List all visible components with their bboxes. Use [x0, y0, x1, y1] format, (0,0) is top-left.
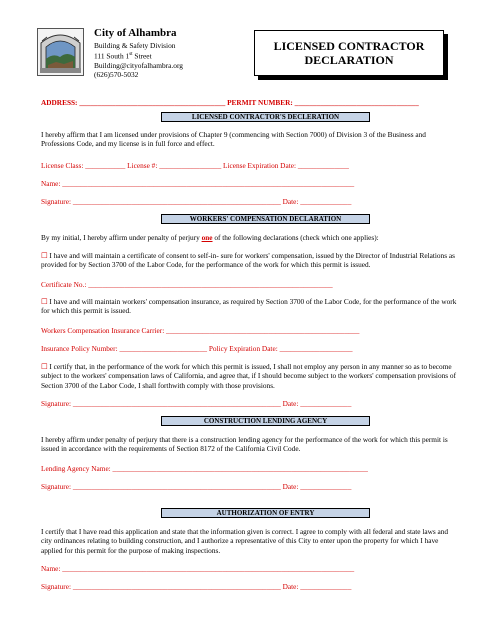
workers-comp-intro — [41, 233, 459, 242]
authorization-name-label: Name: — [41, 564, 61, 573]
option-3-checkbox[interactable]: ☐ — [41, 362, 48, 371]
email-address: Building@cityofalhambra.org — [94, 60, 183, 70]
authorization-date-field[interactable]: ______________ — [300, 582, 352, 591]
contractor-statement: I hereby affirm that I am licensed under provisions of Chapter 9 (commencing with Section 7000) of Division 3 of the Business and Professions Code, and my license is in full force and effect. — [41, 130, 426, 149]
authorization-signature-row — [41, 582, 351, 591]
workers-comp-option-3 — [41, 362, 459, 390]
lending-agency-label: Lending Agency Name: — [41, 464, 111, 473]
address-label: ADDRESS: — [41, 98, 78, 107]
carrier-field[interactable]: _____________________________________________________ — [166, 326, 360, 335]
option-1-checkbox[interactable]: ☐ — [41, 251, 48, 260]
lending-agency-field[interactable]: ______________________________________________________________________ — [112, 464, 368, 473]
policy-expiration-label: Policy Expiration Date: — [208, 344, 278, 353]
contractor-section-heading: LICENSED CONTRACTOR'S DECLERATION — [161, 112, 370, 122]
intro-emphasis-one: one — [201, 233, 213, 242]
intro-text-after: of the following declarations (check which one applies): — [212, 233, 379, 242]
authorization-name-field[interactable]: ________________________________________________________________________________ — [62, 564, 355, 573]
workers-comp-section-heading: WORKERS' COMPENSATION DECLARATION — [161, 214, 370, 224]
license-class-field[interactable]: ___________ — [85, 161, 126, 170]
workers-comp-signature-label: Signature: — [41, 399, 71, 408]
carrier-label: Workers Compensation Insurance Carrier: — [41, 326, 165, 335]
street-suffix: st — [129, 52, 133, 58]
workers-comp-signature-row — [41, 399, 351, 408]
intro-text-before: By my initial, I hereby affirm under penalty of perjury — [41, 233, 202, 242]
policy-number-field[interactable]: ________________________ — [119, 344, 207, 353]
contractor-signature-row — [41, 197, 351, 206]
permit-number-field[interactable]: __________________________________ — [294, 98, 419, 107]
city-seal-logo — [37, 28, 84, 76]
license-class-label: License Class: — [41, 161, 84, 170]
carrier-row — [41, 326, 359, 335]
lending-agency-row — [41, 464, 368, 473]
contractor-signature-field[interactable]: _________________________________________________________ — [72, 197, 281, 206]
workers-comp-option-2 — [41, 297, 459, 316]
authorization-signature-field[interactable]: _________________________________________________________ — [72, 582, 281, 591]
authorization-date-label: Date: — [282, 582, 299, 591]
form-title-box — [254, 30, 444, 76]
permit-number-label: PERMIT NUMBER: — [227, 98, 293, 107]
license-expiration-label: License Expiration Date: — [223, 161, 296, 170]
workers-comp-date-label: Date: — [282, 399, 299, 408]
street-address — [94, 50, 183, 61]
contractor-name-label: Name: — [41, 179, 61, 188]
authorization-signature-label: Signature: — [41, 582, 71, 591]
city-seal-icon — [38, 29, 83, 75]
certificate-field[interactable]: ___________________________________________________________________ — [88, 280, 333, 289]
lending-statement: I hereby affirm under penalty of perjury that there is a construction lending agency for the performance of the work for which this permit is issued in accordance with the requirements of Section 8172 of the California Civil Code. — [41, 435, 448, 454]
certificate-label: Certificate No.: — [41, 280, 87, 289]
workers-comp-option-1 — [41, 251, 459, 270]
lending-signature-label: Signature: — [41, 482, 71, 491]
option-2-text: I have and will maintain workers' compensation insurance, as required by Section 3700 of the Labor Code, for the performance of the work for which this permit is issued. — [41, 297, 457, 316]
license-number-label: License #: — [127, 161, 158, 170]
street-number: 111 South 1 — [94, 51, 130, 61]
policy-expiration-field[interactable]: ____________________ — [279, 344, 353, 353]
workers-comp-signature-field[interactable]: _________________________________________________________ — [72, 399, 281, 408]
contractor-name-field[interactable]: ________________________________________________________________________________ — [62, 179, 355, 188]
policy-number-label: Insurance Policy Number: — [41, 344, 118, 353]
license-row — [41, 161, 349, 170]
authorization-section-heading: AUTHORIZATION OF ENTRY — [161, 508, 370, 518]
policy-row — [41, 344, 353, 353]
phone-number: (626)570-5032 — [94, 70, 139, 80]
contractor-date-label: Date: — [282, 197, 299, 206]
contractor-name-row — [41, 179, 354, 188]
lending-signature-row — [41, 482, 351, 491]
lending-section-heading: CONSTRUCTION LENDING AGENCY — [161, 416, 370, 426]
lending-date-label: Date: — [282, 482, 299, 491]
form-title-line1: LICENSED CONTRACTOR — [273, 39, 425, 53]
division-name: Building & Safety Division — [94, 41, 176, 50]
option-3-text: I certify that, in the performance of the work for which this permit is issued, I shall not employ any person in any manner so as to become subject to the workers' compensation laws of California, and agree that, if I should become subject to the workers' compensation provisions of Section 3700 of the Labor Code, I shall forthwith comply with those provisions. — [41, 362, 456, 390]
lending-signature-field[interactable]: _________________________________________________________ — [72, 482, 281, 491]
license-expiration-field[interactable]: ______________ — [297, 161, 349, 170]
contractor-signature-label: Signature: — [41, 197, 71, 206]
authorization-name-row — [41, 564, 354, 573]
option-2-checkbox[interactable]: ☐ — [41, 297, 48, 306]
organization-info — [94, 27, 183, 79]
certificate-row — [41, 280, 333, 289]
license-number-field[interactable]: _________________ — [159, 161, 222, 170]
street-name: Street — [132, 51, 152, 61]
option-1-text: I have and will maintain a certificate of consent to self-in- sure for workers' compensation, issued by the Director of Industrial Relations as provided for by Section 3700 of the Labor Code, for the performance of the work for which this permit is issued. — [41, 251, 455, 270]
address-row — [41, 98, 419, 107]
address-field[interactable]: ________________________________________ — [79, 98, 226, 107]
city-name: City of Alhambra — [94, 27, 177, 39]
contractor-date-field[interactable]: ______________ — [300, 197, 352, 206]
lending-date-field[interactable]: ______________ — [300, 482, 352, 491]
workers-comp-date-field[interactable]: ______________ — [300, 399, 352, 408]
form-title-line2: DECLARATION — [304, 53, 394, 67]
authorization-statement: I certify that I have read this application and state that the information given is correct. I agree to comply with all federal and state laws and city ordinances relating to building construction, and I authorize a representative of this City to enter upon the property for which I have applied for this permit for the purpose of making inspections. — [41, 527, 449, 555]
